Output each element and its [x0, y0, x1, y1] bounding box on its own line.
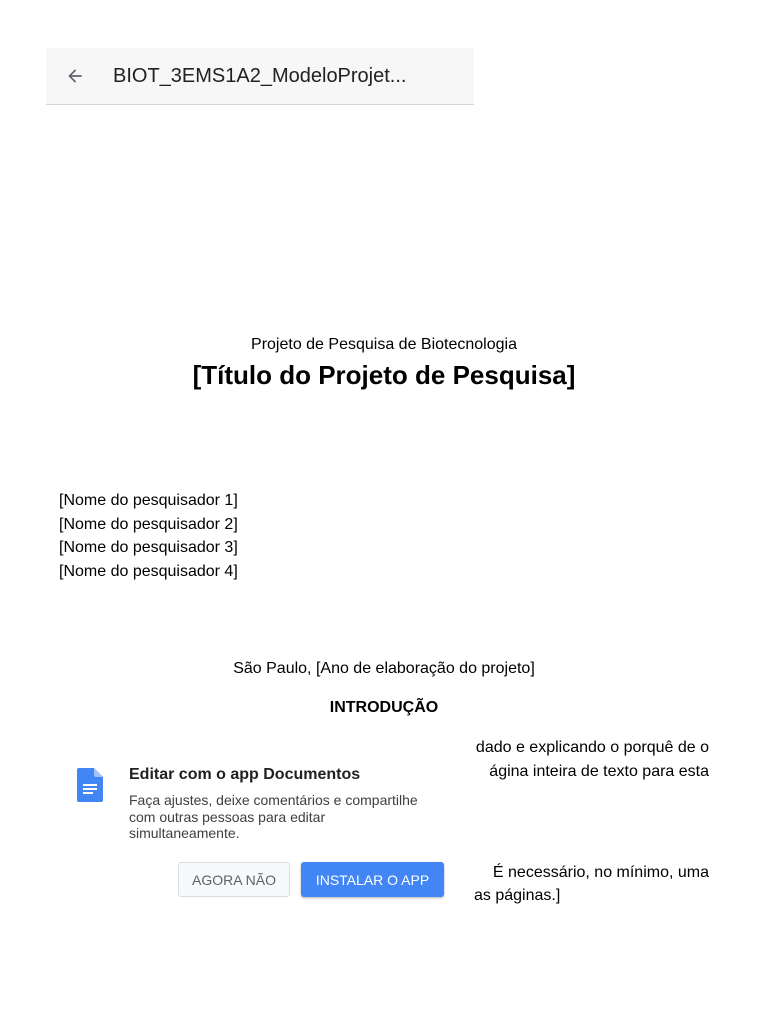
- location-year-line: São Paulo, [Ano de elaboração do projeto]: [233, 660, 535, 677]
- body-text-line: ágina inteira de texto para esta: [489, 763, 709, 780]
- install-app-prompt: [60, 752, 460, 917]
- prompt-title: Editar com o app Documentos: [129, 766, 361, 783]
- back-button[interactable]: [63, 64, 87, 88]
- document-subtitle: Projeto de Pesquisa de Biotecnologia: [251, 336, 517, 353]
- google-docs-icon: [77, 768, 103, 802]
- section-heading: INTRODUÇÃO: [329, 699, 439, 716]
- body-text-line: É necessário, no mínimo, uma: [492, 864, 709, 881]
- researcher-name: [Nome do pesquisador 3]: [59, 539, 238, 556]
- not-now-button[interactable]: AGORA NÃO: [178, 862, 290, 897]
- top-app-bar: [46, 48, 474, 105]
- researcher-name: [Nome do pesquisador 2]: [59, 515, 238, 533]
- body-text-line: as páginas.]: [474, 887, 561, 904]
- body-text-line: dado e explicando o porquê de o: [475, 739, 709, 756]
- prompt-description: Faça ajustes, deixe comentários e compartilhe com outras pessoas para editar simultaneamente.: [129, 792, 418, 841]
- arrow-left-icon: [65, 66, 85, 86]
- document-title: BIOT_3EMS1A2_ModeloProjet...: [113, 64, 407, 87]
- researcher-list: [59, 489, 238, 583]
- researcher-name: [Nome do pesquisador 1]: [59, 492, 238, 509]
- document-main-title: [Título do Projeto de Pesquisa]: [192, 360, 576, 390]
- install-app-button[interactable]: INSTALAR O APP: [301, 862, 444, 897]
- researcher-name: [Nome do pesquisador 4]: [59, 562, 238, 580]
